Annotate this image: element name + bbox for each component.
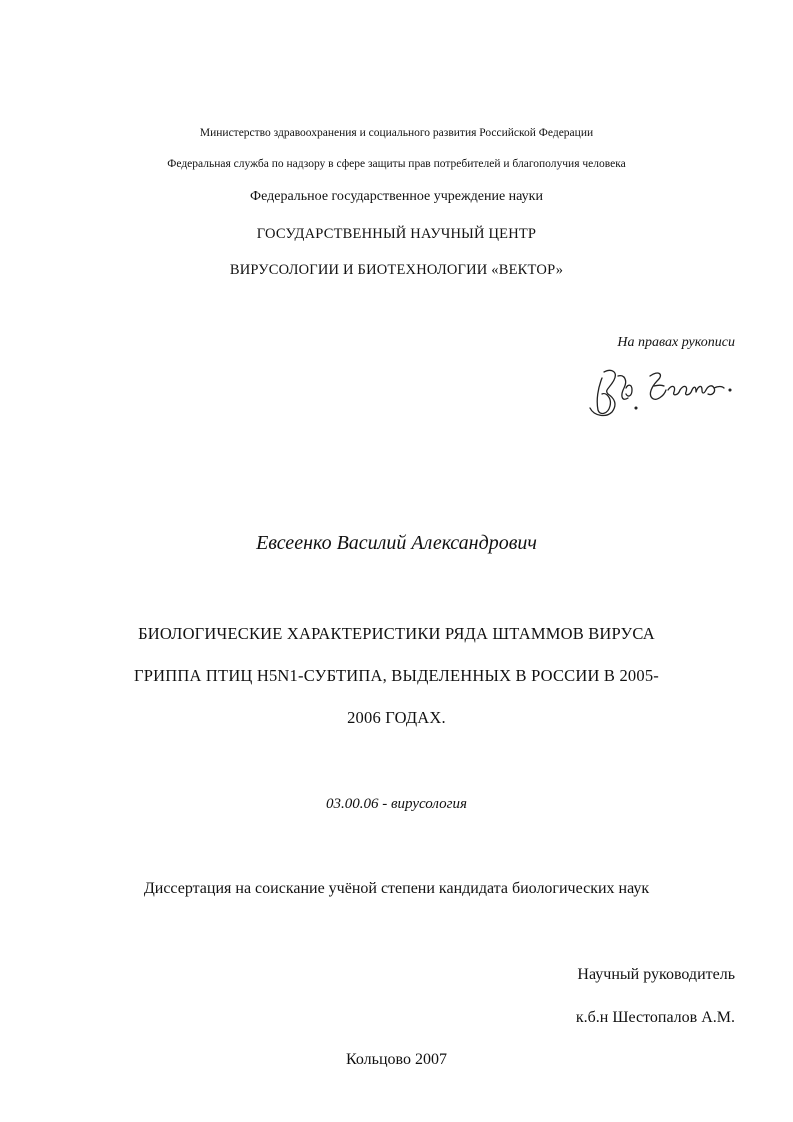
manuscript-note: На правах рукописи xyxy=(617,335,735,350)
specialty-code: 03.00.06 - вирусология xyxy=(326,796,467,812)
place-year: Кольцово 2007 xyxy=(346,1051,447,1068)
supervisor-name: к.б.н Шестопалов А.М. xyxy=(575,1009,735,1026)
handwritten-signature xyxy=(588,358,738,422)
author-name: Евсеенко Василий Александрович xyxy=(256,532,537,554)
title-line-1: БИОЛОГИЧЕСКИЕ ХАРАКТЕРИСТИКИ РЯДА ШТАММОВ ВИРУСА xyxy=(138,624,655,643)
service-line: Федеральная служба по надзору в сфере защиты прав потребителей и благополучия человека xyxy=(167,158,626,170)
title-line-3: 2006 ГОДАХ. xyxy=(347,708,446,727)
title-line-2: ГРИППА ПТИЦ H5N1-СУБТИПА, ВЫДЕЛЕННЫХ В РОССИИ В 2005- xyxy=(134,666,659,685)
center-line-1: ГОСУДАРСТВЕННЫЙ НАУЧНЫЙ ЦЕНТР xyxy=(256,226,537,242)
center-line-2: ВИРУСОЛОГИИ И БИОТЕХНОЛОГИИ «ВЕКТОР» xyxy=(229,262,564,278)
supervisor-label: Научный руководитель xyxy=(577,966,735,983)
institution-line: Федеральное государственное учреждение науки xyxy=(250,189,543,204)
ministry-line: Министерство здравоохранения и социального развития Российской Федерации xyxy=(199,127,594,139)
degree-line: Диссертация на соискание учёной степени кандидата биологических наук xyxy=(143,880,650,897)
